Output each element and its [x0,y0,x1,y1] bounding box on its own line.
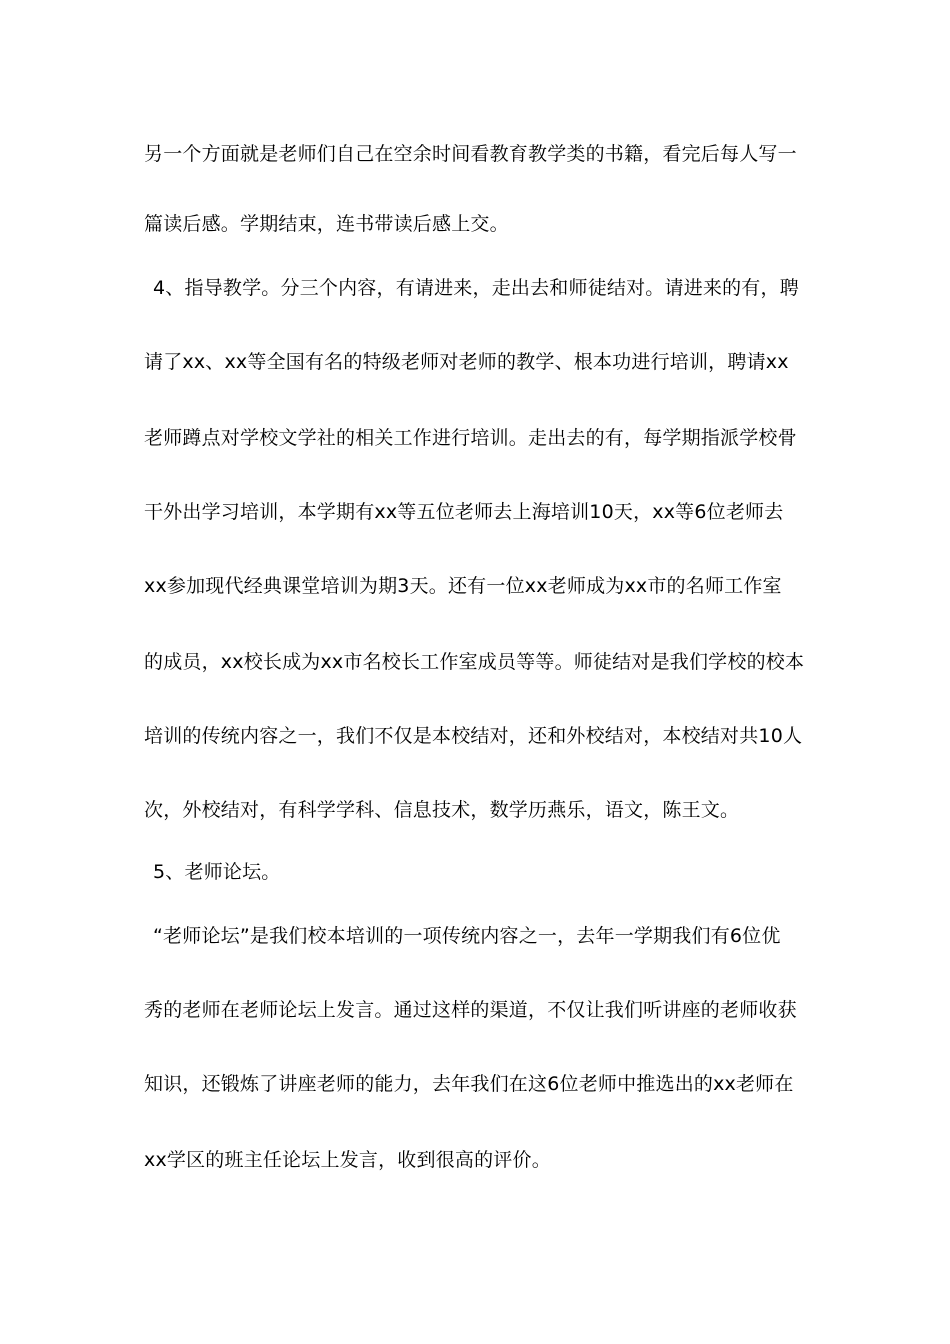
paragraph-line: 另一个方面就是老师们自己在空余时间看教育教学类的书籍，看完后每人写一 [144,143,797,165]
paragraph-line: 秀的老师在老师论坛上发言。通过这样的渠道，不仅让我们听讲座的老师收获 [144,999,797,1021]
paragraph-line: 次，外校结对，有科学学科、信息技术，数学历燕乐，语文，陈王文。 [144,799,740,821]
paragraph-line: 篇读后感。学期结束，连书带读后感上交。 [144,213,509,235]
paragraph-line: xx参加现代经典课堂培训为期3天。还有一位xx老师成为xx市的名师工作室 [144,575,782,597]
paragraph-line: xx学区的班主任论坛上发言，收到很高的评价。 [144,1149,551,1171]
section-4-heading-line: 4、指导教学。分三个内容，有请进来，走出去和师徒结对。请进来的有，聘 [153,277,799,299]
section-5-heading: 5、老师论坛。 [153,861,281,883]
paragraph-line: 老师蹲点对学校文学社的相关工作进行培训。走出去的有，每学期指派学校骨 [144,427,797,449]
paragraph-line: 干外出学习培训，本学期有xx等五位老师去上海培训10天，xx等6位老师去 [144,501,784,523]
paragraph-line: 培训的传统内容之一，我们不仅是本校结对，还和外校结对，本校结对共10人 [144,725,803,747]
paragraph-line: 知识，还锻炼了讲座老师的能力，去年我们在这6位老师中推选出的xx老师在 [144,1073,794,1095]
paragraph-line: 请了xx、xx等全国有名的特级老师对老师的教学、根本功进行培训，聘请xx [144,351,789,373]
paragraph-line: 的成员，xx校长成为xx市名校长工作室成员等等。师徒结对是我们学校的校本 [144,651,805,673]
paragraph-line: “老师论坛”是我们校本培训的一项传统内容之一，去年一学期我们有6位优 [153,925,781,947]
